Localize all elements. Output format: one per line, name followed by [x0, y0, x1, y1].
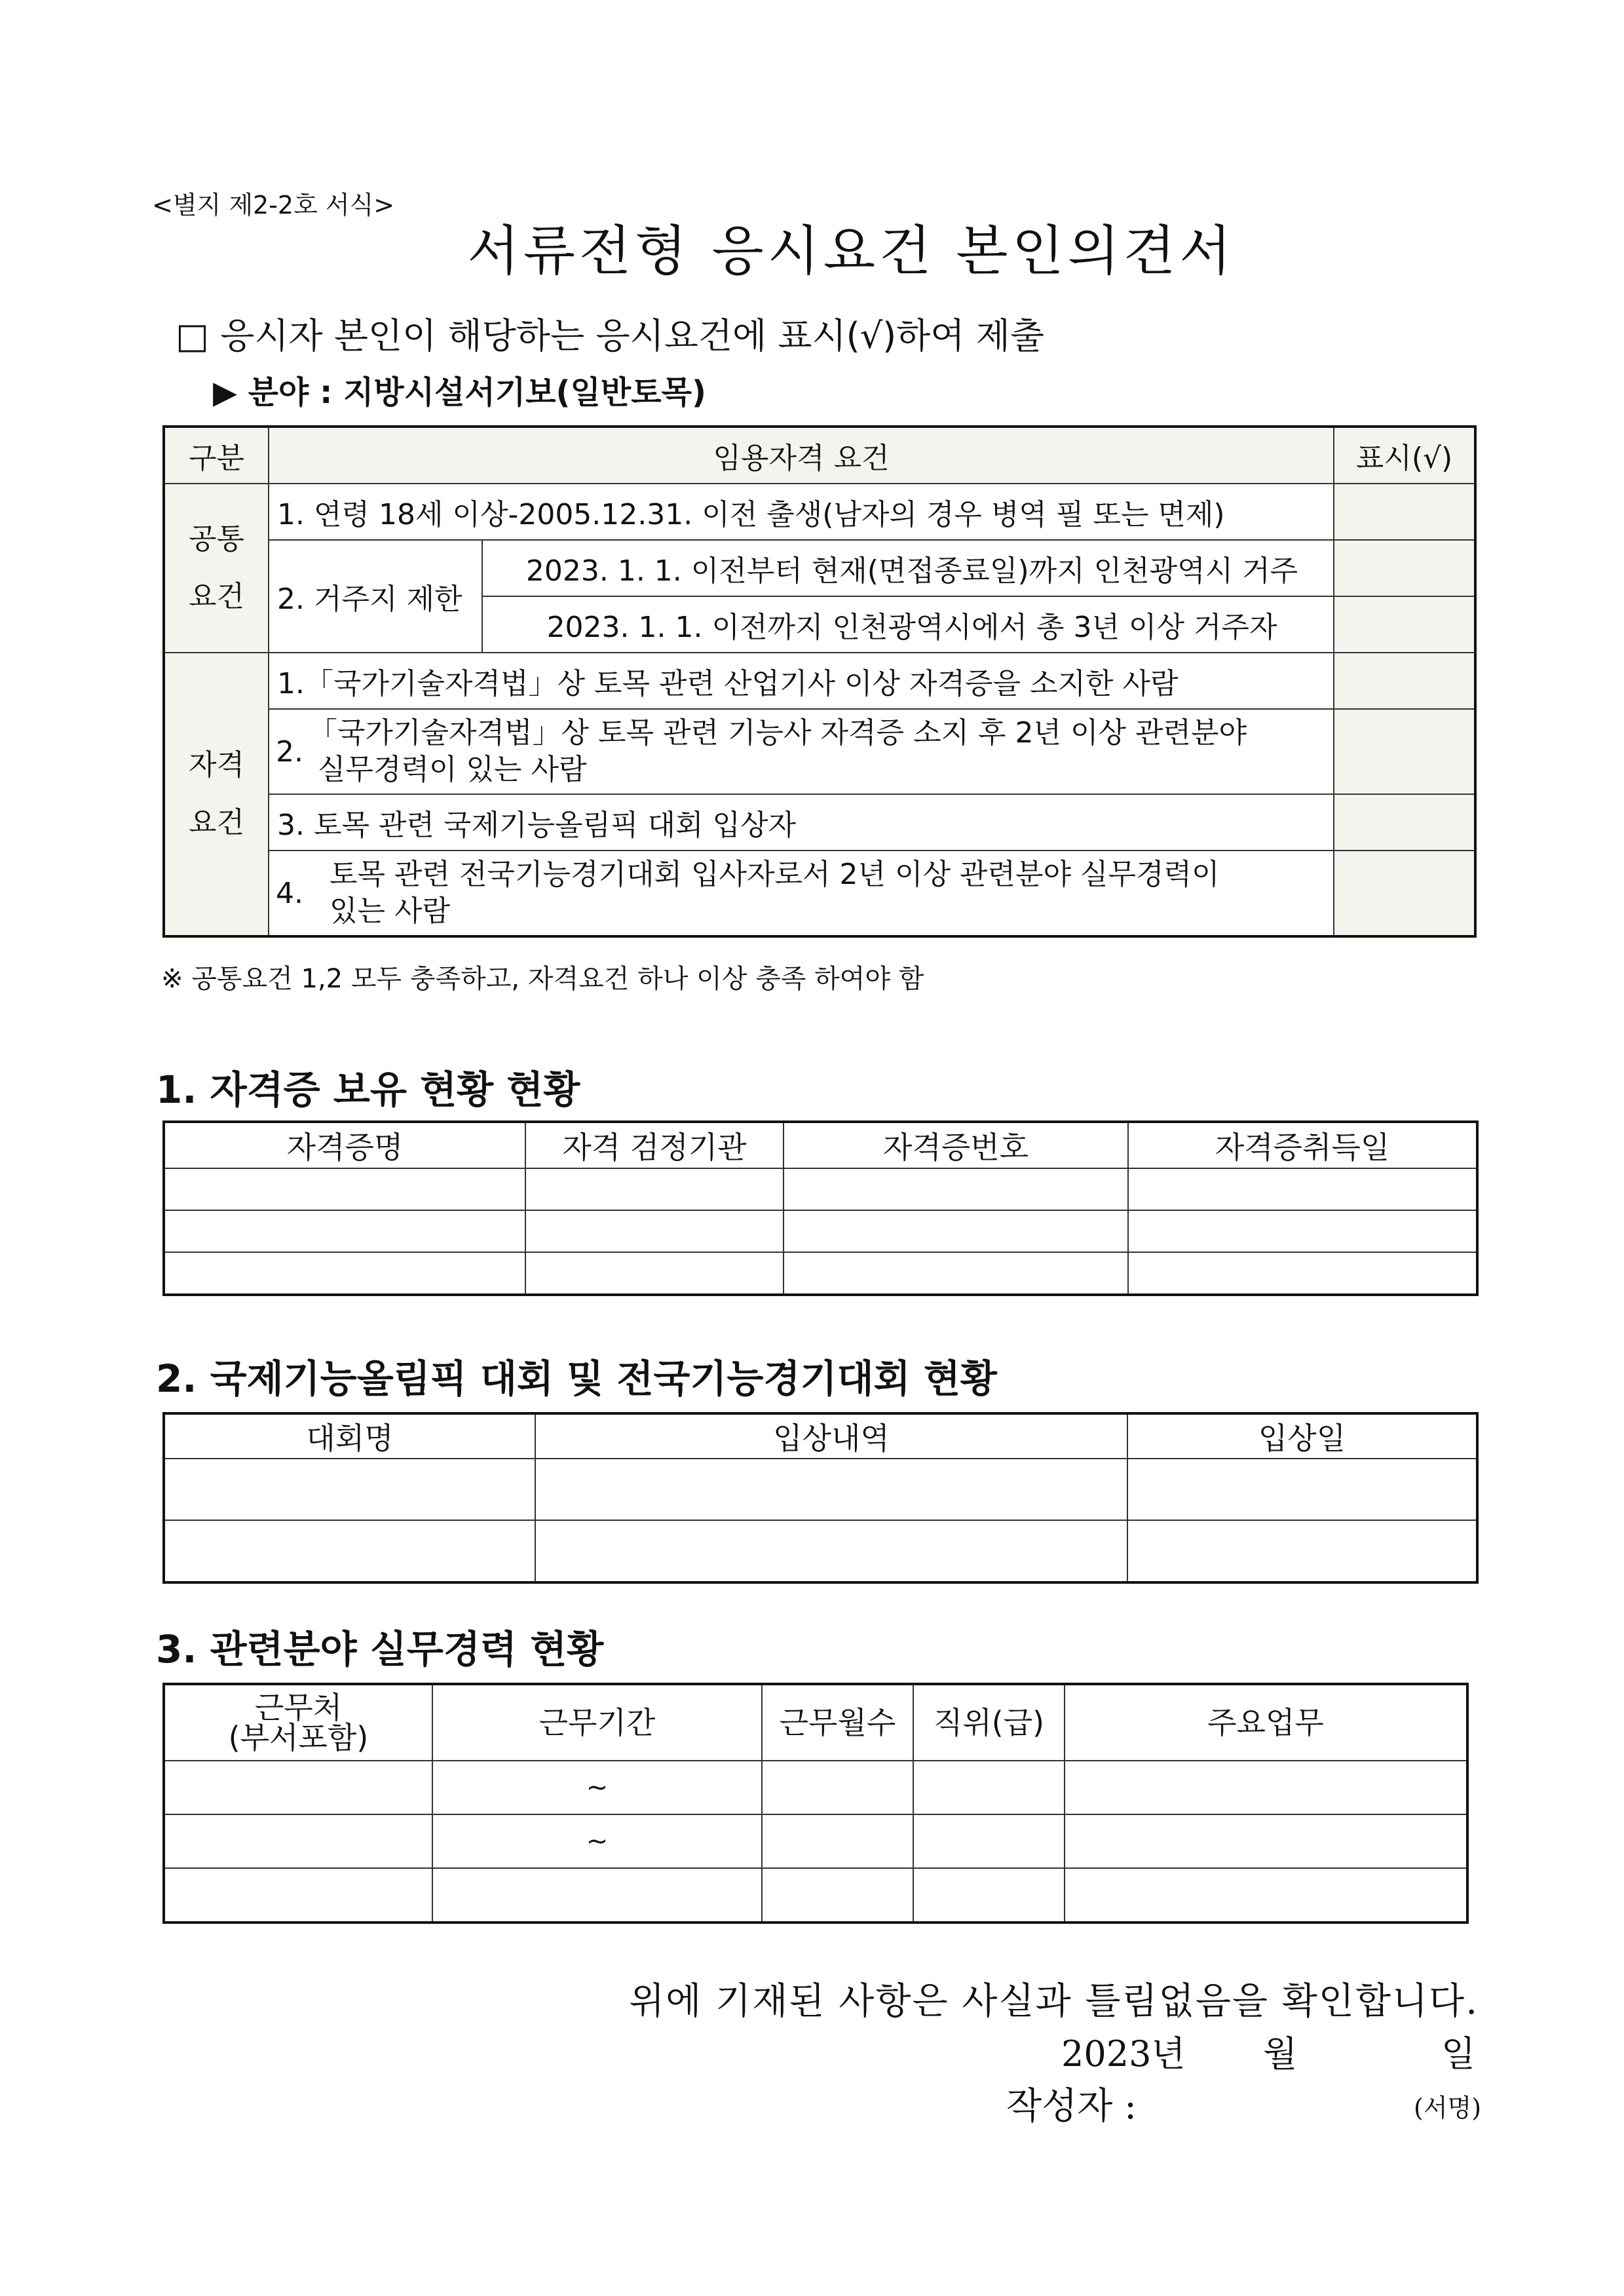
table-row	[164, 1814, 1467, 1868]
common-category: 공통 요건	[164, 484, 269, 653]
input-cell[interactable]	[535, 1520, 1127, 1582]
header-competition-name: 대회명	[164, 1413, 535, 1459]
input-cell[interactable]	[525, 1168, 784, 1210]
input-cell[interactable]	[1128, 1210, 1477, 1252]
qualification-item-3: 3. 토목 관련 국제기능올림픽 대회 입상자	[269, 794, 1334, 851]
header-mark: 표시(√)	[1334, 427, 1475, 484]
header-cert-issuer: 자격 검정기관	[525, 1122, 784, 1168]
input-cell[interactable]	[1127, 1520, 1477, 1582]
input-cell[interactable]	[762, 1814, 913, 1868]
field-label: ▶ 분야 : 지방시설서기보(일반토목)	[213, 374, 706, 411]
input-cell[interactable]	[784, 1210, 1128, 1252]
competition-table	[162, 1412, 1479, 1584]
input-cell[interactable]	[913, 1814, 1065, 1868]
qualification-item-4-text: 토목 관련 전국기능경기대회 입사자로서 2년 이상 관련분야 실무경력이 있는 사람	[329, 858, 1220, 928]
input-cell[interactable]	[1128, 1168, 1477, 1210]
table-row	[164, 1761, 1467, 1814]
mark-cell[interactable]	[1334, 709, 1475, 794]
common-item-1: 1. 연령 18세 이상-2005.12.31. 이전 출생(남자의 경우 병역 필 또는 면제)	[269, 484, 1334, 540]
mark-cell[interactable]	[1334, 596, 1475, 653]
qualification-category: 자격 요건	[164, 653, 269, 936]
period-tilde[interactable]: ~	[432, 1761, 762, 1814]
section-3-title: 3. 관련분야 실무경력 현황	[156, 1627, 604, 1672]
common-item-2-label: 2. 거주지 제한	[269, 540, 482, 653]
certificate-table	[162, 1120, 1479, 1296]
document-title-text: 서류전형 응시요건 본인의견서	[467, 220, 1236, 282]
input-cell[interactable]	[164, 1252, 525, 1295]
input-cell[interactable]	[164, 1210, 525, 1252]
header-position: 직위(급)	[913, 1684, 1065, 1761]
header-cert-date: 자격증취득일	[1128, 1122, 1477, 1168]
requirements-note: ※ 공통요건 1,2 모두 충족하고, 자격요건 하나 이상 충족 하여야 함	[161, 964, 924, 994]
header-category: 구분	[164, 427, 269, 484]
section-1-title: 1. 자격증 보유 현황 현황	[156, 1067, 580, 1112]
document-title	[0, 208, 1624, 285]
instruction: □ 응시자 본인이 해당하는 응시요건에 표시(√)하여 제출	[176, 315, 1044, 356]
header-months: 근무월수	[762, 1684, 913, 1761]
table-row	[164, 1520, 1477, 1582]
input-cell[interactable]	[1065, 1814, 1467, 1868]
input-cell[interactable]	[784, 1168, 1128, 1210]
input-cell[interactable]	[164, 1814, 432, 1868]
common-item-2-option-1: 2023. 1. 1. 이전부터 현재(면접종료일)까지 인천광역시 거주	[482, 540, 1334, 596]
period-tilde[interactable]: ~	[432, 1814, 762, 1868]
date-year: 2023년	[1061, 2033, 1186, 2075]
input-cell[interactable]	[525, 1252, 784, 1295]
date-month: 월	[1263, 2033, 1298, 2075]
header-cert-number: 자격증번호	[784, 1122, 1128, 1168]
header-award-date: 입상일	[1127, 1413, 1477, 1459]
qualification-item-1: 1.「국가기술자격법」상 토목 관련 산업기사 이상 자격증을 소지한 사람	[269, 653, 1334, 709]
confirmation-statement: 위에 기재된 사항은 사실과 틀림없음을 확인합니다.	[629, 1980, 1479, 2023]
input-cell[interactable]	[762, 1868, 913, 1923]
table-row	[164, 1210, 1477, 1252]
input-cell[interactable]	[164, 1520, 535, 1582]
experience-table	[162, 1683, 1469, 1924]
input-cell[interactable]	[1065, 1761, 1467, 1814]
table-row	[164, 1252, 1477, 1295]
signature-label: (서명)	[1414, 2094, 1482, 2122]
form-number: <별지 제2-2호 서식>	[152, 191, 395, 220]
header-requirements: 임용자격 요건	[269, 427, 1334, 484]
header-duties: 주요업무	[1065, 1684, 1467, 1761]
section-2-title: 2. 국제기능올림픽 대회 및 전국기능경기대회 현황	[156, 1356, 997, 1401]
input-cell[interactable]	[432, 1868, 762, 1923]
input-cell[interactable]	[1127, 1459, 1477, 1520]
mark-cell[interactable]	[1334, 851, 1475, 936]
mark-cell[interactable]	[1334, 653, 1475, 709]
qualification-item-2-text: 「국가기술자격법」상 토목 관련 기능사 자격증 소지 후 2년 이상 관련분야 실무경력이 있는 사람	[308, 716, 1247, 786]
mark-cell[interactable]	[1334, 484, 1475, 540]
qualification-item-2	[269, 709, 1334, 794]
qualification-item-4	[269, 851, 1334, 936]
table-row	[164, 1868, 1467, 1923]
qualification-item-4-number: 4.	[276, 876, 303, 910]
input-cell[interactable]	[164, 1761, 432, 1814]
header-period: 근무기간	[432, 1684, 762, 1761]
mark-cell[interactable]	[1334, 540, 1475, 596]
input-cell[interactable]	[164, 1168, 525, 1210]
mark-cell[interactable]	[1334, 794, 1475, 851]
input-cell[interactable]	[525, 1210, 784, 1252]
table-row	[164, 1459, 1477, 1520]
table-row	[164, 1168, 1477, 1210]
header-award: 입상내역	[535, 1413, 1127, 1459]
input-cell[interactable]	[164, 1459, 535, 1520]
input-cell[interactable]	[164, 1868, 432, 1923]
writer-label: 작성자 :	[1006, 2085, 1137, 2128]
common-item-2-option-2: 2023. 1. 1. 이전까지 인천광역시에서 총 3년 이상 거주자	[482, 596, 1334, 653]
input-cell[interactable]	[1065, 1868, 1467, 1923]
requirements-table	[162, 425, 1477, 938]
input-cell[interactable]	[1128, 1252, 1477, 1295]
header-cert-name: 자격증명	[164, 1122, 525, 1168]
date-day: 일	[1441, 2033, 1476, 2075]
input-cell[interactable]	[913, 1761, 1065, 1814]
input-cell[interactable]	[762, 1761, 913, 1814]
input-cell[interactable]	[913, 1868, 1065, 1923]
input-cell[interactable]	[784, 1252, 1128, 1295]
input-cell[interactable]	[535, 1459, 1127, 1520]
header-workplace: 근무처 (부서포함)	[164, 1684, 432, 1761]
qualification-item-2-number: 2.	[276, 735, 303, 769]
